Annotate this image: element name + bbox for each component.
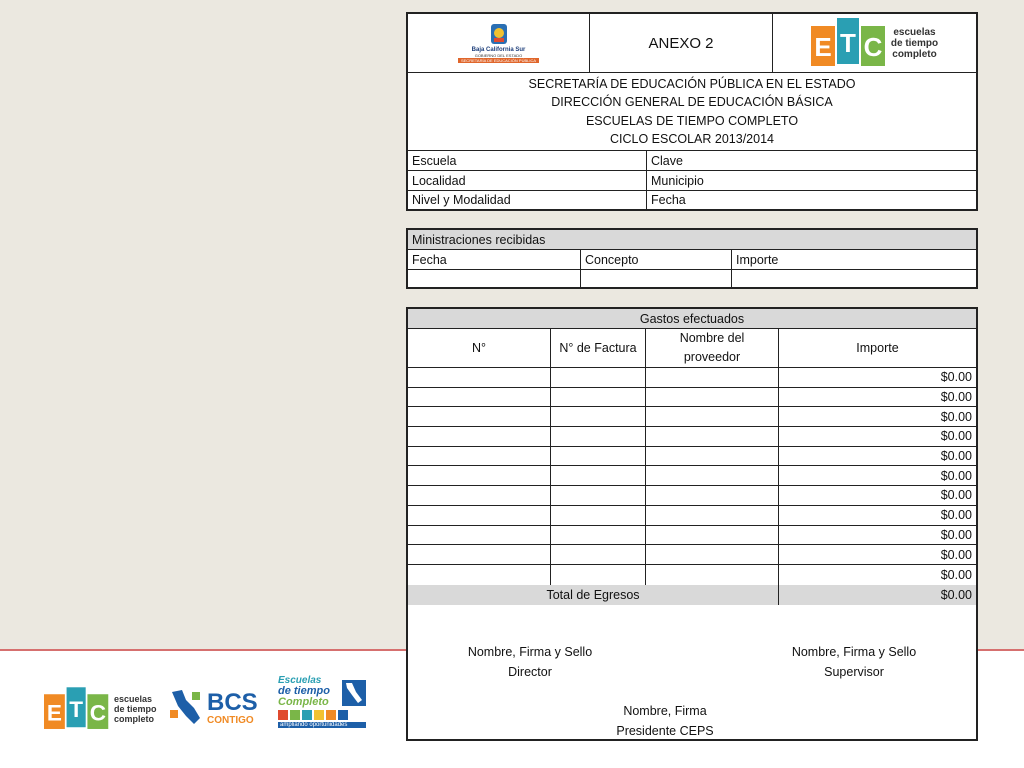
gastos-cell-numero[interactable] (408, 545, 551, 564)
gastos-row (408, 447, 976, 467)
gastos-row (408, 388, 976, 408)
apple-icon (278, 710, 288, 720)
gastos-cell-factura[interactable] (551, 447, 646, 466)
gastos-cell-importe[interactable]: $0.00 (940, 370, 972, 385)
gastos-cell-numero[interactable] (408, 565, 551, 585)
ministraciones-title-row (408, 230, 976, 250)
presidente-line2: Presidente CEPS (616, 724, 714, 738)
director-signature (440, 642, 620, 682)
gastos-cell-importe[interactable]: $0.00 (940, 390, 972, 405)
escuela-label: Escuela (408, 151, 647, 170)
gastos-col-numero: N° (408, 329, 551, 367)
ministraciones-header-row (408, 250, 976, 270)
institution-line-2: DIRECCIÓN GENERAL DE EDUCACIÓN BÁSICA (551, 95, 833, 110)
etc-text (891, 27, 938, 60)
tiempo-line3: Completo (278, 696, 329, 708)
etc-logo (811, 18, 938, 68)
gastos-cell-importe[interactable]: $0.00 (940, 429, 972, 444)
info-row-2 (408, 171, 976, 191)
gastos-row (408, 466, 976, 486)
gastos-cell-proveedor[interactable] (646, 368, 779, 387)
footer-etc-letter-c: C (89, 700, 106, 726)
gastos-cell-proveedor[interactable] (646, 427, 779, 446)
bcs-sub: CONTIGO (207, 714, 254, 726)
gastos-cell-proveedor[interactable] (646, 466, 779, 485)
etc-letter-t: T (839, 28, 856, 58)
gastos-cell-factura[interactable] (551, 427, 646, 446)
gastos-cell-factura[interactable] (551, 486, 646, 505)
gastos-cell-importe[interactable]: $0.00 (940, 468, 972, 483)
gastos-col-proveedor (646, 329, 779, 367)
bcs-text (207, 688, 258, 726)
gastos-cell-numero[interactable] (408, 526, 551, 545)
footer-etc-letter-e: E (46, 700, 62, 726)
gastos-cell-numero[interactable] (408, 388, 551, 407)
gastos-cell-proveedor[interactable] (646, 545, 779, 564)
gastos-row (408, 427, 976, 447)
gastos-cell-proveedor[interactable] (646, 565, 779, 585)
gastos-cell-proveedor[interactable] (646, 407, 779, 426)
etc-letter-e: E (814, 32, 832, 62)
footer-etc-letters-icon (44, 686, 110, 732)
gastos-col-importe: Importe (856, 341, 899, 355)
ministraciones-col-fecha: Fecha (408, 250, 581, 269)
gastos-cell-factura[interactable] (551, 545, 646, 564)
gastos-cell-numero[interactable] (408, 486, 551, 505)
logo-sub2: SECRETARÍA DE EDUCACIÓN PÚBLICA (458, 58, 539, 63)
computer-icon (302, 710, 312, 720)
total-label: Total de Egresos (408, 585, 779, 605)
gastos-cell-factura[interactable] (551, 565, 646, 585)
nivel-label: Nivel y Modalidad (408, 191, 647, 209)
gastos-cell-importe[interactable]: $0.00 (940, 567, 972, 582)
gastos-col-factura: N° de Factura (551, 329, 646, 367)
title-row (408, 14, 976, 73)
supervisor-signature (764, 642, 944, 682)
gastos-row (408, 506, 976, 526)
gastos-cell-factura[interactable] (551, 466, 646, 485)
ministraciones-cell-concepto[interactable] (581, 270, 732, 287)
institution-line-1: SECRETARÍA DE EDUCACIÓN PÚBLICA EN EL ESTADO (528, 77, 856, 92)
supervisor-line2: Supervisor (824, 665, 884, 679)
at-icon (314, 710, 324, 720)
footer-etc-line1: escuelas (114, 694, 153, 704)
footer-etc-text (114, 694, 157, 724)
logo-sub1: GOBIERNO DEL ESTADO (474, 53, 523, 58)
gastos-row (408, 368, 976, 388)
footer-tiempo-logo (278, 676, 366, 732)
gastos-cell-importe[interactable]: $0.00 (940, 449, 972, 464)
page-title: ANEXO 2 (590, 14, 773, 72)
etc-letters-icon (811, 18, 887, 68)
presidente-line1: Nombre, Firma (623, 704, 707, 718)
gastos-cell-proveedor[interactable] (646, 526, 779, 545)
ministraciones-col-importe: Importe (736, 252, 779, 267)
footer-bcs-logo (168, 688, 258, 728)
gastos-col-proveedor-line2: proveedor (683, 350, 741, 364)
gastos-cell-importe[interactable]: $0.00 (940, 488, 972, 503)
institution-line-4: CICLO ESCOLAR 2013/2014 (610, 131, 774, 146)
state-map-icon (342, 680, 366, 706)
bcs-main: BCS (207, 688, 258, 716)
etc-line3: completo (892, 48, 937, 60)
tiempo-icons (278, 710, 366, 720)
gastos-title-row (408, 309, 976, 329)
gastos-header-row (408, 329, 976, 368)
gastos-cell-importe[interactable]: $0.00 (940, 409, 972, 424)
footer-etc-letter-t: T (69, 696, 84, 722)
gastos-cell-factura[interactable] (551, 368, 646, 387)
presidente-signature (590, 701, 740, 741)
gastos-row (408, 407, 976, 427)
gastos-row (408, 545, 976, 565)
fecha-label: Fecha (651, 193, 686, 207)
bcs-logo-cell (408, 14, 590, 72)
baja-california-sur-logo (458, 23, 539, 63)
director-line1: Nombre, Firma y Sello (467, 645, 593, 659)
gastos-cell-proveedor[interactable] (646, 506, 779, 525)
bcs-map-icon (168, 688, 204, 728)
info-row-3 (408, 191, 976, 209)
logo-name: Baja California Sur (471, 47, 526, 53)
etc-logo-cell (773, 14, 976, 72)
gastos-cell-proveedor[interactable] (646, 447, 779, 466)
clave-label: Clave (651, 153, 683, 168)
footer-etc-line2: de tiempo (114, 704, 157, 714)
book-icon (290, 710, 300, 720)
total-value: $0.00 (779, 585, 976, 605)
gastos-cell-numero[interactable] (408, 407, 551, 426)
gastos-cell-factura[interactable] (551, 506, 646, 525)
etc-line1: escuelas (893, 26, 936, 38)
gastos-row (408, 526, 976, 546)
institution-lines (408, 73, 976, 151)
state-seal-icon (484, 23, 514, 47)
tiempo-tag: ampliando oportunidades (278, 722, 366, 728)
gastos-row (408, 565, 976, 585)
gastos-rows (408, 368, 976, 585)
localidad-label: Localidad (408, 171, 647, 190)
gastos-cell-factura[interactable] (551, 407, 646, 426)
tiempo-line1: Escuelas (278, 675, 322, 686)
gastos-cell-importe[interactable]: $0.00 (940, 508, 972, 523)
supervisor-line1: Nombre, Firma y Sello (791, 645, 917, 659)
total-row (408, 585, 976, 605)
gastos-col-proveedor-line1: Nombre del (679, 331, 745, 345)
municipio-label: Municipio (651, 173, 704, 188)
director-line2: Director (508, 665, 552, 679)
art-icon (326, 710, 336, 720)
institution-line-3: ESCUELAS DE TIEMPO COMPLETO (585, 113, 799, 128)
gastos-cell-factura[interactable] (551, 388, 646, 407)
gastos-cell-factura[interactable] (551, 526, 646, 545)
ministraciones-title: Ministraciones recibidas (412, 232, 546, 247)
gastos-cell-proveedor[interactable] (646, 388, 779, 407)
gastos-cell-numero[interactable] (408, 506, 551, 525)
info-row-1 (408, 151, 976, 171)
gastos-cell-numero[interactable] (408, 447, 551, 466)
ministraciones-cell-fecha[interactable] (408, 270, 581, 287)
ministraciones-empty-row (408, 270, 976, 287)
gastos-cell-numero[interactable] (408, 427, 551, 446)
gastos-row (408, 486, 976, 506)
footer-etc-line3: completo (114, 714, 155, 724)
gastos-cell-importe[interactable]: $0.00 (940, 547, 972, 562)
ministraciones-col-concepto: Concepto (581, 250, 732, 269)
header-sheet (406, 12, 978, 211)
gastos-title: Gastos efectuados (639, 311, 745, 326)
gastos-cell-numero[interactable] (408, 466, 551, 485)
sport-icon (338, 710, 348, 720)
gastos-cell-importe[interactable]: $0.00 (940, 527, 972, 542)
gastos-cell-proveedor[interactable] (646, 486, 779, 505)
gastos-cell-numero[interactable] (408, 368, 551, 387)
tiempo-line2: de tiempo (278, 685, 330, 697)
etc-line2: de tiempo (890, 37, 939, 49)
footer-etc-logo (44, 686, 157, 732)
etc-letter-c: C (863, 32, 883, 62)
ministraciones-cell-importe[interactable] (732, 270, 976, 287)
ministraciones-table (406, 228, 978, 289)
